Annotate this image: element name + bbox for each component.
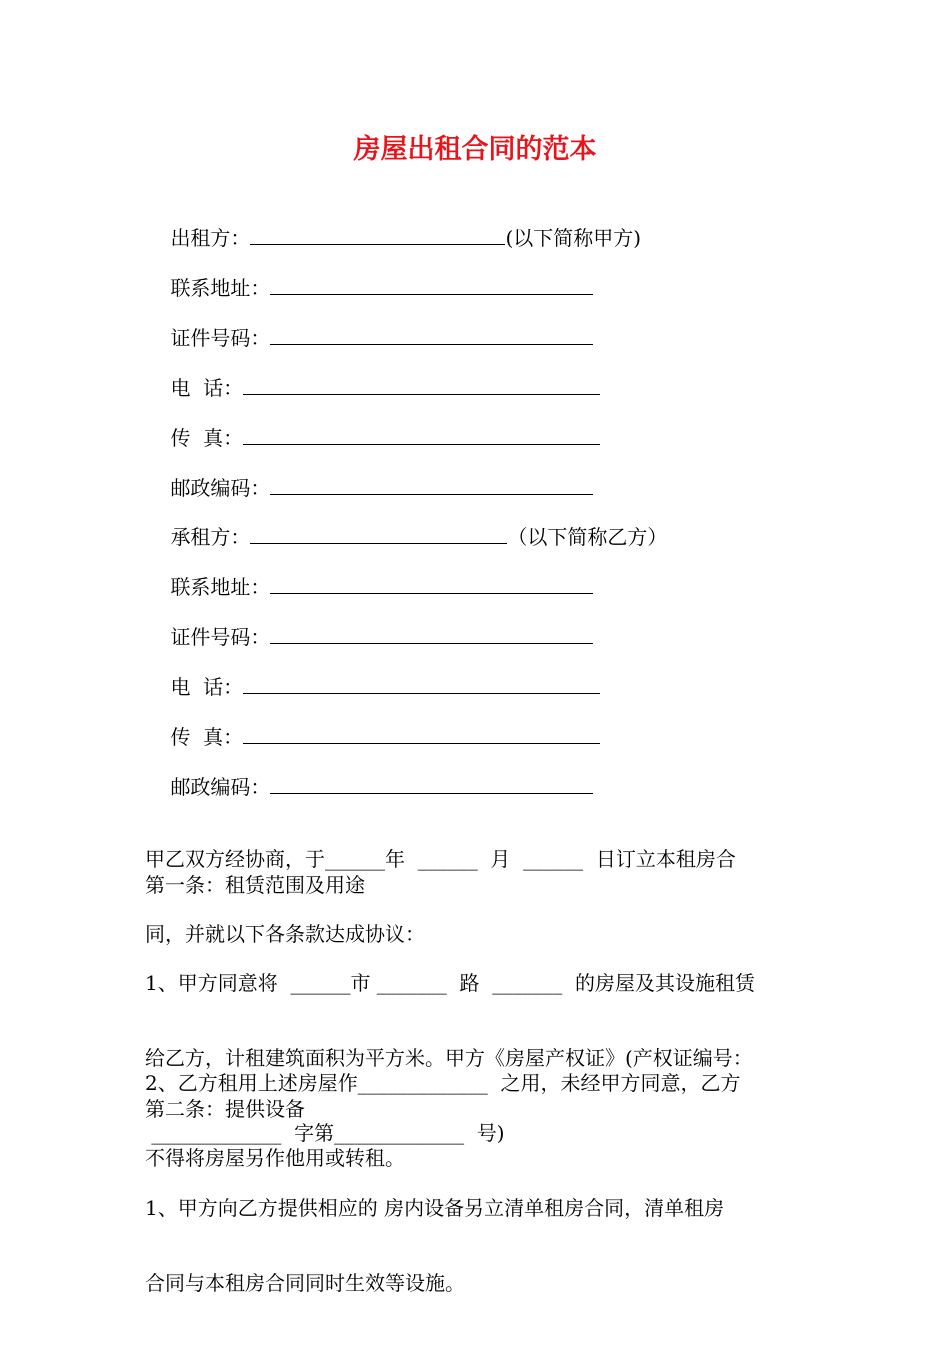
lessee-suffix: （以下简称乙方） [507,525,668,549]
article2-item1 [145,1146,807,1346]
lessee-label: 承租方： [170,525,251,549]
article1-item1-line-1: 1、甲方同意将 ______市 _______ 路 _______ 的房屋及其设施租赁 [145,971,755,995]
page-title: 房屋出租合同的范本 [353,134,597,165]
lessee-fax-blank[interactable] [243,724,600,744]
article1-item2-line-2: 不得将房屋另作他用或转租。 [145,1146,405,1170]
lessor-phone-label: 电 话： [170,376,244,400]
lessor-postcode-blank[interactable] [270,475,593,495]
article1-item1-line-3: _____________ 字第_____________ 号) [145,1121,505,1145]
lessee-address-label: 联系地址： [170,575,271,599]
lessor-name-blank[interactable] [250,225,505,245]
lessor-fax-blank[interactable] [243,425,600,445]
lessee-id-blank[interactable] [270,624,593,644]
article2-item1-line-2: 合同与本租房合同同时生效等设施。 [145,1271,465,1295]
article1-item2-line-1: 2、乙方租用上述房屋作_____________ 之用，未经甲方同意，乙方 [145,1071,741,1095]
article1-heading: 第一条：租赁范围及用途 [145,873,365,897]
lessee-name-blank[interactable] [250,524,507,544]
article1-item1-line-2: 给乙方，计租建筑面积为平方米。甲方《房屋产权证》(产权证编号： [145,1046,753,1070]
agreement-line-2: 同，并就以下各条款达成协议： [145,922,425,946]
lessee-postcode-blank[interactable] [270,774,593,794]
lessor-postcode-label: 邮政编码： [170,476,271,500]
article2-item1-line-1: 1、甲方向乙方提供相应的 房内设备另立清单租房合同，清单租房 [145,1196,725,1220]
lessor-address-label: 联系地址： [170,276,271,300]
lessor-label: 出租方： [170,226,251,250]
article2-heading: 第二条：提供设备 [145,1097,305,1121]
lessee-phone-blank[interactable] [243,674,600,694]
lessee-phone-label: 电 话： [170,675,244,699]
lessee-postcode-label: 邮政编码： [170,775,271,799]
lessee-fax-label: 传 真： [170,725,244,749]
lessor-suffix: (以下简称甲方) [505,226,642,250]
lessor-id-label: 证件号码： [170,326,271,350]
lessor-phone-blank[interactable] [243,375,600,395]
agreement-line-1: 甲乙双方经协商，于______年 ______ 月 ______ 日订立本租房合 [145,847,736,871]
lessee-id-label: 证件号码： [170,625,271,649]
lessor-address-blank[interactable] [270,275,593,295]
lessee-address-blank[interactable] [270,574,593,594]
lessor-fax-label: 传 真： [170,426,244,450]
lessor-id-blank[interactable] [270,325,593,345]
